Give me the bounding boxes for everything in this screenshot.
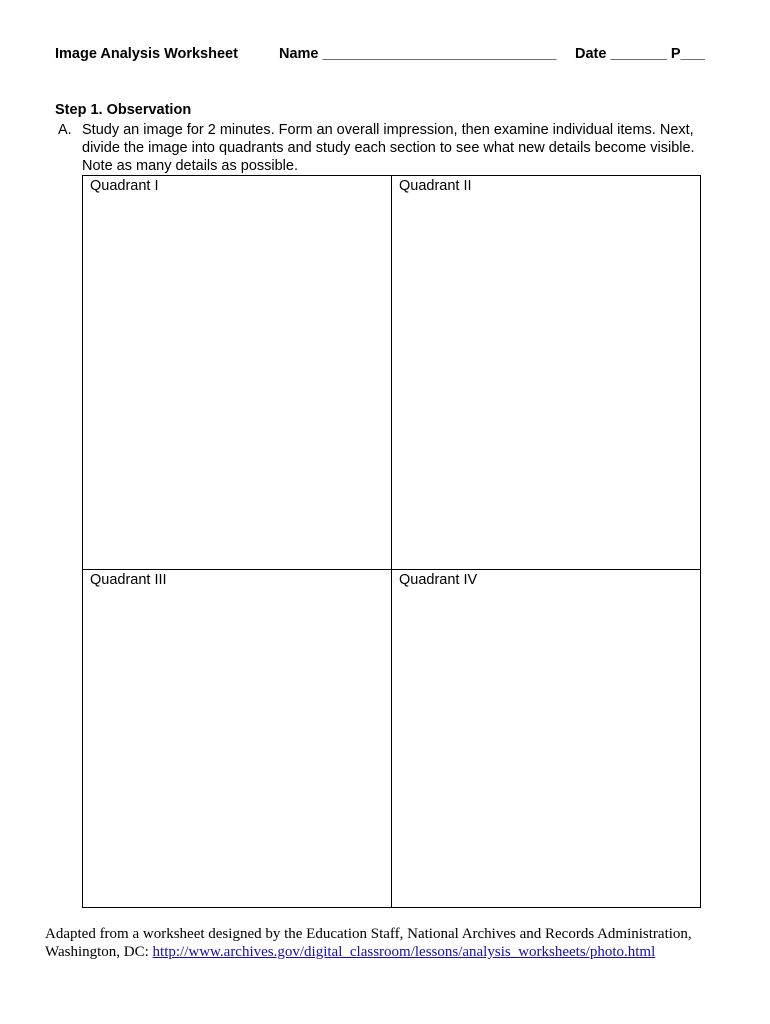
quadrant-4-label: Quadrant IV xyxy=(399,572,478,588)
source-link[interactable]: http://www.archives.gov/digital_classroom/lessons/analysis_worksheets/photo.html xyxy=(152,944,656,960)
quadrant-3-label: Quadrant III xyxy=(90,572,167,588)
worksheet-header xyxy=(55,46,735,110)
attribution-line-2 xyxy=(45,943,735,961)
quadrant-grid xyxy=(82,175,701,908)
quadrant-1-label: Quadrant I xyxy=(90,178,159,194)
attribution-footer xyxy=(45,925,735,961)
instruction-text: Study an image for 2 minutes. Form an overall impression, then examine individual items. Next, divide the image into quadrants and study each section to see what new details become visible. Note as many details as possible. xyxy=(82,122,695,174)
name-field[interactable]: Name _____________________________ xyxy=(279,46,557,62)
date-period-field[interactable]: Date _______ P___ xyxy=(575,46,705,62)
quadrant-4-cell[interactable] xyxy=(392,570,700,907)
attribution-prefix: Washington, DC: xyxy=(45,944,153,960)
worksheet-title: Image Analysis Worksheet xyxy=(55,46,238,62)
instruction-marker: A. xyxy=(58,122,72,138)
quadrant-2-label: Quadrant II xyxy=(399,178,472,194)
quadrant-2-cell[interactable] xyxy=(392,176,700,570)
step-heading: Step 1. Observation xyxy=(55,102,192,118)
quadrant-3-cell[interactable] xyxy=(83,570,392,907)
quadrant-1-cell[interactable] xyxy=(83,176,392,570)
attribution-line-1: Adapted from a worksheet designed by the Education Staff, National Archives and Records Administration, xyxy=(45,926,692,942)
